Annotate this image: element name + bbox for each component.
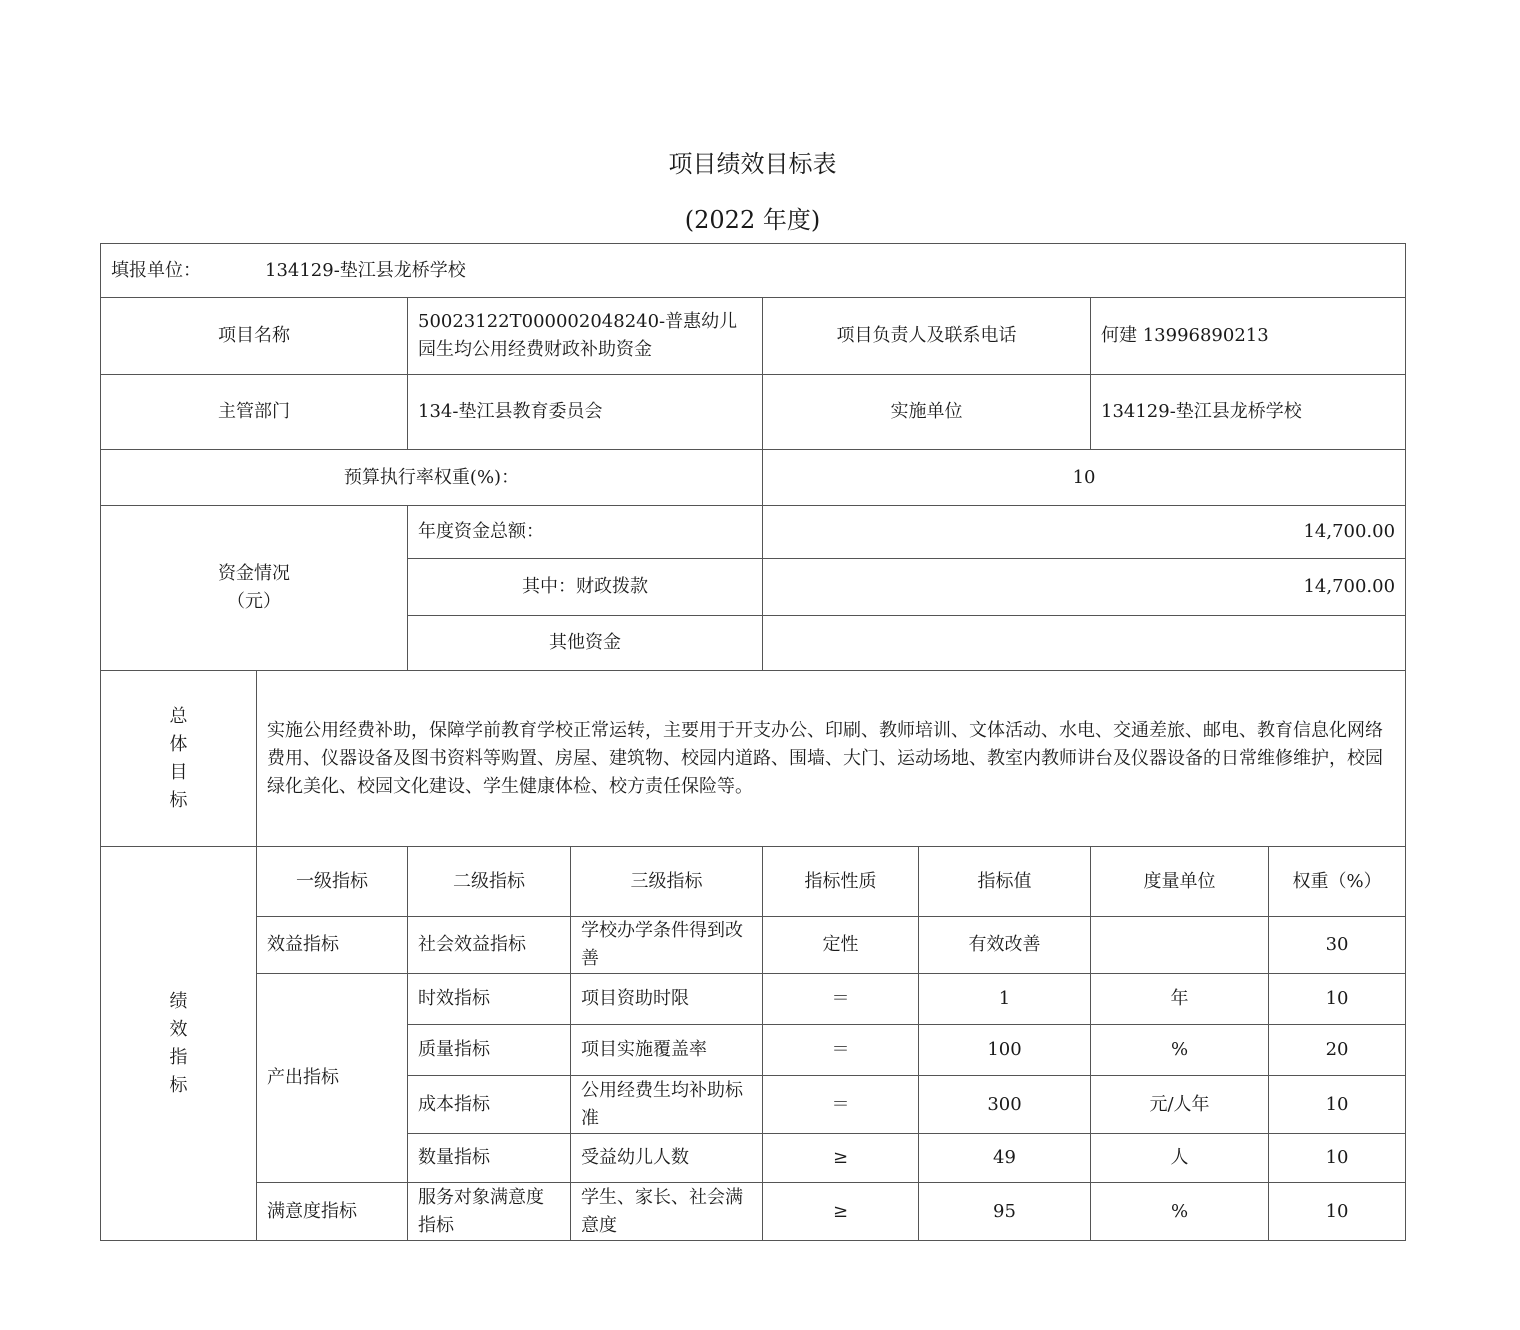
cell-unit: 年	[1091, 974, 1269, 1025]
cell-level3: 项目实施覆盖率	[571, 1025, 763, 1076]
goal-label-char: 体	[169, 733, 188, 755]
cell-nature: 定性	[763, 917, 919, 974]
budget-weight-row	[101, 450, 1406, 506]
performance-target-table	[100, 243, 1406, 1241]
cell-level3: 学校办学条件得到改善	[571, 917, 763, 974]
funds-label-line1: 资金情况	[218, 563, 290, 584]
funds-fiscal-label: 其中：财政拨款	[408, 559, 763, 616]
cell-value: 300	[919, 1076, 1091, 1134]
table-row	[101, 917, 1406, 974]
funds-label-line2: （元）	[227, 591, 281, 612]
cell-weight: 10	[1269, 1076, 1406, 1134]
header-weight: 权重（%）	[1269, 847, 1406, 917]
cell-level3: 受益幼儿人数	[571, 1134, 763, 1183]
cell-nature: ≥	[763, 1134, 919, 1183]
unit-row	[101, 244, 1406, 298]
indicators-label	[101, 847, 257, 1241]
cell-value: 1	[919, 974, 1091, 1025]
cell-weight: 30	[1269, 917, 1406, 974]
goal-row	[101, 671, 1406, 847]
cell-level3: 学生、家长、社会满意度	[571, 1183, 763, 1241]
dept-label: 主管部门	[101, 375, 408, 450]
goal-text: 实施公用经费补助，保障学前教育学校正常运转，主要用于开支办公、印刷、教师培训、文体活动、水电、交通差旅、邮电、教育信息化网络费用、仪器设备及图书资料等购置、房屋、建筑物、校园内道路、围墙、大门、运动场地、教室内教师讲台及仪器设备的日常维修维护，校园绿化美化、校园文化建设、学生健康体检、校方责任保险等。	[257, 671, 1406, 847]
project-name-value: 50023122T000002048240-普惠幼儿园生均公用经费财政补助资金	[408, 298, 763, 375]
funds-fiscal-value: 14,700.00	[763, 559, 1406, 616]
cell-value: 100	[919, 1025, 1091, 1076]
cell-unit	[1091, 917, 1269, 974]
cell-unit: %	[1091, 1025, 1269, 1076]
unit-value: 134129-垫江县龙桥学校	[265, 259, 466, 281]
indicators-label-char: 标	[169, 1074, 188, 1096]
cell-level2: 成本指标	[408, 1076, 571, 1134]
header-nature: 指标性质	[763, 847, 919, 917]
cell-weight: 10	[1269, 974, 1406, 1025]
header-level3: 三级指标	[571, 847, 763, 917]
contact-label: 项目负责人及联系电话	[763, 298, 1091, 375]
cell-unit: 元/人年	[1091, 1076, 1269, 1134]
project-row	[101, 298, 1406, 375]
cell-level1: 效益指标	[257, 917, 408, 974]
goal-label-char: 目	[169, 761, 188, 783]
cell-level3: 项目资助时限	[571, 974, 763, 1025]
funds-total-row	[101, 506, 1406, 559]
impl-label: 实施单位	[763, 375, 1091, 450]
cell-nature: ＝	[763, 1025, 919, 1076]
indicators-label-char: 指	[169, 1046, 188, 1068]
cell-level2: 时效指标	[408, 974, 571, 1025]
cell-value: 有效改善	[919, 917, 1091, 974]
funds-total-value: 14,700.00	[763, 506, 1406, 559]
header-value: 指标值	[919, 847, 1091, 917]
funds-label	[101, 506, 408, 671]
budget-weight-value: 10	[763, 450, 1406, 506]
cell-nature: ＝	[763, 974, 919, 1025]
cell-level2: 社会效益指标	[408, 917, 571, 974]
cell-level3: 公用经费生均补助标准	[571, 1076, 763, 1134]
page-title: 项目绩效目标表	[668, 150, 837, 178]
goal-label-char: 总	[169, 705, 188, 727]
cell-nature: ＝	[763, 1076, 919, 1134]
dept-row	[101, 375, 1406, 450]
cell-weight: 10	[1269, 1134, 1406, 1183]
indicators-label-char: 效	[169, 1018, 188, 1040]
cell-level2: 质量指标	[408, 1025, 571, 1076]
cell-weight: 10	[1269, 1183, 1406, 1241]
cell-value: 95	[919, 1183, 1091, 1241]
cell-level2: 数量指标	[408, 1134, 571, 1183]
impl-value: 134129-垫江县龙桥学校	[1091, 375, 1406, 450]
goal-label-char: 标	[169, 789, 188, 811]
funds-total-label: 年度资金总额：	[408, 506, 763, 559]
dept-value: 134-垫江县教育委员会	[408, 375, 763, 450]
cell-level1: 产出指标	[257, 974, 408, 1183]
cell-level2: 服务对象满意度指标	[408, 1183, 571, 1241]
table-row	[101, 1183, 1406, 1241]
header-level2: 二级指标	[408, 847, 571, 917]
header-unit: 度量单位	[1091, 847, 1269, 917]
unit-label: 填报单位：	[111, 259, 201, 281]
cell-nature: ≥	[763, 1183, 919, 1241]
indicator-header-row	[101, 847, 1406, 917]
cell-unit: 人	[1091, 1134, 1269, 1183]
cell-level1: 满意度指标	[257, 1183, 408, 1241]
budget-weight-label: 预算执行率权重(%)：	[101, 450, 763, 506]
header-level1: 一级指标	[257, 847, 408, 917]
goal-label	[101, 671, 257, 847]
cell-unit: %	[1091, 1183, 1269, 1241]
page-subtitle: (2022 年度)	[684, 206, 821, 234]
funds-other-label: 其他资金	[408, 616, 763, 671]
table-row	[101, 974, 1406, 1025]
indicators-label-char: 绩	[169, 990, 188, 1012]
cell-weight: 20	[1269, 1025, 1406, 1076]
contact-value: 何建 13996890213	[1091, 298, 1406, 375]
project-name-label: 项目名称	[101, 298, 408, 375]
cell-value: 49	[919, 1134, 1091, 1183]
funds-other-value	[763, 616, 1406, 671]
